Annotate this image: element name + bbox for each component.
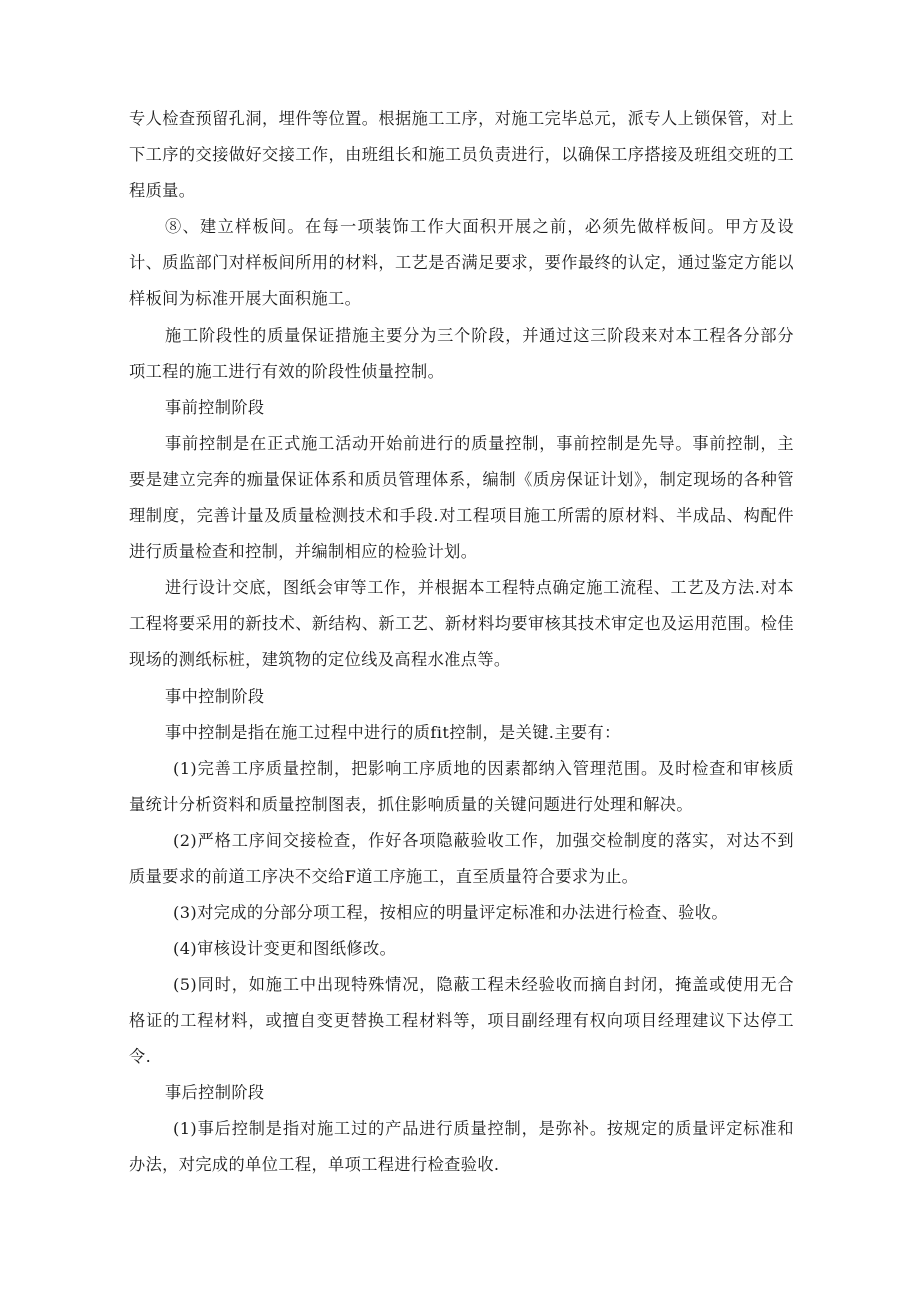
list-item-2: (2)严格工序间交接检查，作好各项隐蔽验收工作，加强交检制度的落实，对达不到质量要求的前道工序决不交给F道工序施工，直至质量符合要求为止。 xyxy=(129,831,794,886)
list-item-1: (1)完善工序质量控制，把影响工序质地的因素都纳入管理范围。及时检查和审核质量统计分析资料和质量控制图表，抓住影响质量的关键问题进行处理和解决。 xyxy=(129,759,794,814)
paragraph-sample-room: ⑧、建立样板间。在每一项装饰工作大面积开展之前，必须先做样板间。甲方及设计、质监部门对样板间所用的材料，工艺是否满足要求，要作最终的认定，通过鉴定方能以样板间为标准开展大面积施工。 xyxy=(129,217,794,308)
heading-in-process-control: 事中控制阶段 xyxy=(165,687,265,706)
list-item-4: (4)审核设计变更和图纸修改。 xyxy=(173,939,397,958)
heading-pre-control: 事前控制阶段 xyxy=(165,398,265,417)
paragraph-design-disclosure: 进行设计交底，图纸会审等工作，并根据本工程特点确定施工流程、工艺及方法.对本工程将要采用的新技术、新结构、新工艺、新材料均要审核其技术审定也及运用范围。检佳现场的测纸标桩，建筑物的定位线及高程水准点等。 xyxy=(129,578,794,669)
paragraph-stage-overview: 施工阶段性的质量保证措施主要分为三个阶段，并通过这三阶段来对本工程各分部分项工程的施工进行有效的阶段性侦量控制。 xyxy=(129,326,794,381)
list-item-3: (3)对完成的分部分项工程，按相应的明量评定标准和办法进行检查、验收。 xyxy=(173,903,728,922)
paragraph-in-process-control: 事中控制是指在施工过程中进行的质fit控制，是关键.主要有： xyxy=(165,723,621,742)
heading-post-control: 事后控制阶段 xyxy=(165,1083,265,1102)
list-item-5: (5)同时，如施工中出现特殊情况，隐蔽工程未经验收而摘自封闭，掩盖或使用无合格证的工程材料，或擅自变更替换工程材料等，项目副经理有权向项目经理建议下达停工令. xyxy=(129,975,794,1066)
list-item-post-1: (1)事后控制是指对施工过的产品进行质量控制，是弥补。按规定的质量评定标准和办法，对完成的单位工程，单项工程进行检查验收. xyxy=(129,1119,794,1174)
paragraph-pre-control: 事前控制是在正式施工活动开始前进行的质量控制，事前控制是先导。事前控制，主要是建立完奔的痂量保证体系和质员管理体系，编制《质房保证计划》，制定现场的各种管理制度，完善计量及质量检测技术和手段.对工程项目施工所需的原材料、半成品、构配件进行质量检查和控制，并编制相应的检验计划。 xyxy=(129,434,794,561)
paragraph-inspection-handover: 专人检查预留孔洞，埋件等位置。根据施工工序，对施工完毕总元，派专人上锁保管，对上下工序的交接做好交接工作，由班组长和施工员负责进行，以确保工序搭接及班组交班的工程质量。 xyxy=(129,109,794,200)
